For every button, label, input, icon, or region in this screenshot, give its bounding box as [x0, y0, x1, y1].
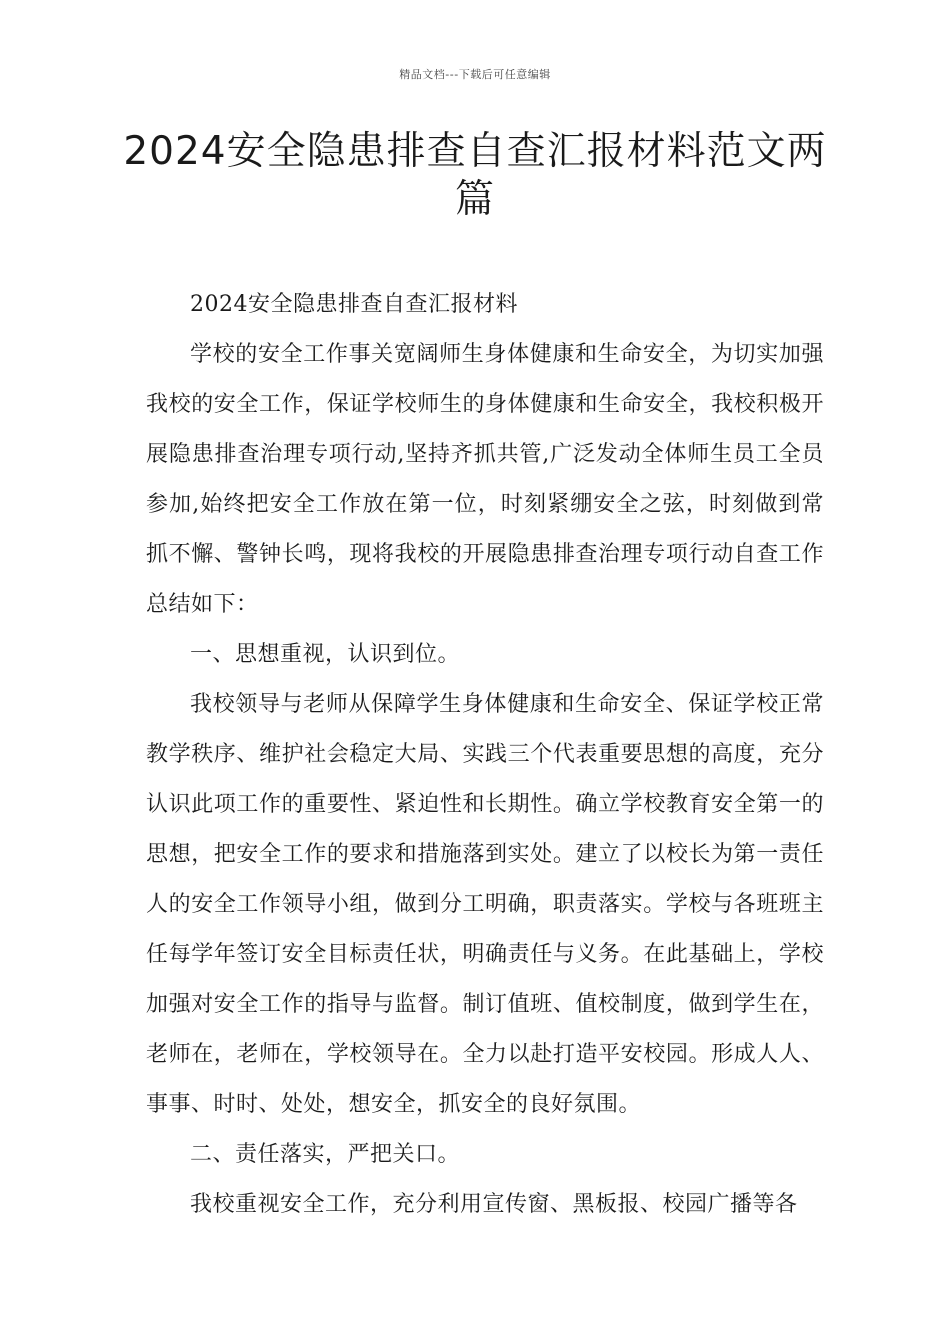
body-paragraph: 我校重视安全工作，充分利用宣传窗、黑板报、校园广播等各 — [190, 1192, 798, 1217]
section-heading: 二、责任落实，严把关口。 — [190, 1142, 461, 1167]
page-header-watermark: 精品文档---下载后可任意编辑 — [399, 68, 551, 81]
document-title: 2024安全隐患排查自查汇报材料范文两篇 — [123, 129, 827, 222]
document-body — [146, 280, 824, 1230]
body-paragraph: 我校领导与老师从保障学生身体健康和生命安全、保证学校正常教学秩序、维护社会稳定大局、实践三个代表重要思想的高度，充分认识此项工作的重要性、紧迫性和长期性。确立学校教育安全第一的思想，把安全工作的要求和措施落到实处。建立了以校长为第一责任人的安全工作领导小组，做到分工明确，职责落实。学校与各班班主任每学年签订安全目标责任状，明确责任与义务。在此基础上，学校加强对安全工作的指导与监督。制订值班、值校制度，做到学生在，老师在，老师在，学校领导在。全力以赴打造平安校园。形成人人、事事、时时、处处，想安全，抓安全的良好氛围。 — [146, 692, 824, 1117]
body-paragraph: 学校的安全工作事关宽阔师生身体健康和生命安全，为切实加强我校的安全工作，保证学校师生的身体健康和生命安全，我校积极开展隐患排查治理专项行动,坚持齐抓共管,广泛发动全体师生员工全员参加,始终把安全工作放在第一位，时刻紧绷安全之弦，时刻做到常抓不懈、警钟长鸣，现将我校的开展隐患排查治理专项行动自查工作总结如下： — [146, 342, 824, 617]
subtitle-paragraph: 2024安全隐患排查自查汇报材料 — [190, 292, 518, 317]
section-heading: 一、思想重视，认识到位。 — [190, 642, 461, 667]
